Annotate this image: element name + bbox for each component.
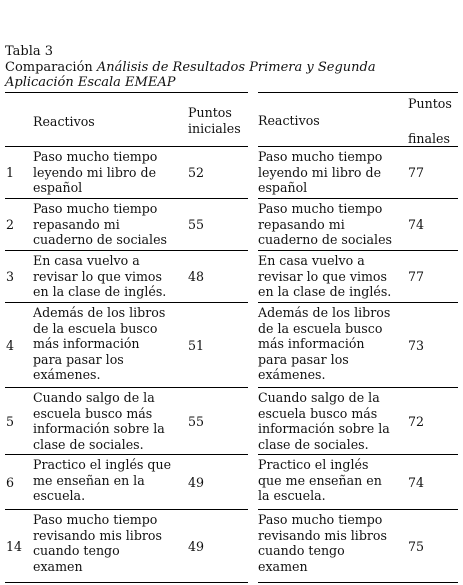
right-item-line: Cuando salgo de la xyxy=(258,390,380,405)
right-item-line: leyendo mi libro de xyxy=(258,164,382,180)
right-item-line: Paso mucho tiempo xyxy=(258,201,383,216)
row-rule-left xyxy=(5,198,248,199)
left-item-line: Paso mucho tiempo xyxy=(33,201,158,216)
left-item-text xyxy=(33,390,183,452)
right-item-line: revisando mis libros xyxy=(258,527,387,543)
row-rule-right xyxy=(258,302,458,303)
left-item-line: En casa vuelvo a xyxy=(33,253,140,268)
row-rule-right xyxy=(258,387,458,388)
right-item-line: cuaderno de sociales xyxy=(258,232,392,247)
right-item-line: en la clase de inglés. xyxy=(258,284,392,299)
initial-score: 49 xyxy=(188,474,205,490)
right-item-line: repasando mi xyxy=(258,216,345,232)
header-right-score-2: finales xyxy=(408,131,450,146)
row-rule-right xyxy=(258,509,458,510)
left-item-line: Cuando salgo de la xyxy=(33,390,155,405)
initial-score: 49 xyxy=(188,538,205,554)
left-item-line: español xyxy=(33,180,83,195)
initial-score: 55 xyxy=(188,413,205,429)
initial-score: 48 xyxy=(188,269,205,285)
right-item-text xyxy=(258,201,408,248)
header-right-item: Reactivos xyxy=(258,113,320,128)
row-number: 3 xyxy=(6,269,15,285)
right-item-line: revisar lo que vimos xyxy=(258,268,387,284)
right-item-line: Además de los libros xyxy=(258,305,391,320)
top-rule-right xyxy=(258,92,458,93)
final-score: 77 xyxy=(408,269,425,285)
row-rule-left xyxy=(5,302,248,303)
initial-score: 55 xyxy=(188,217,205,233)
row-number: 5 xyxy=(6,413,15,429)
left-item-line: información sobre la xyxy=(33,421,165,436)
right-item-line: Paso mucho tiempo xyxy=(258,149,383,164)
right-item-line: exámenes. xyxy=(258,367,326,382)
final-score: 75 xyxy=(408,538,425,554)
left-item-line: leyendo mi libro de xyxy=(33,164,157,180)
row-rule-left xyxy=(5,509,248,510)
row-rule-right xyxy=(258,582,458,583)
row-rule-right xyxy=(258,198,458,199)
header-left-score-2: iniciales xyxy=(188,121,241,136)
right-item-text xyxy=(258,149,408,196)
right-item-line: que me enseñan en xyxy=(258,472,382,488)
left-item-line: escuela busco más xyxy=(33,405,153,421)
right-item-line: clase de sociales. xyxy=(258,436,369,452)
top-rule-left xyxy=(5,92,248,93)
caption-title: Análisis de Resultados Primera y Segunda xyxy=(96,59,376,75)
initial-score: 51 xyxy=(188,337,205,353)
right-item-line: la escuela. xyxy=(258,488,326,503)
right-item-line: información sobre la xyxy=(258,421,390,436)
initial-score: 52 xyxy=(188,165,205,181)
row-rule-left xyxy=(5,582,248,583)
left-item-line: más información xyxy=(33,336,140,351)
left-item-line: me enseñan en la xyxy=(33,472,145,488)
right-item-line: En casa vuelvo a xyxy=(258,253,365,268)
row-rule-right xyxy=(258,250,458,251)
left-item-line: examen xyxy=(33,558,83,574)
left-item-line: escuela. xyxy=(33,488,86,503)
header-right-score-1: Puntos xyxy=(408,96,452,111)
header-rule-left xyxy=(5,146,248,147)
right-item-line: Paso mucho tiempo xyxy=(258,512,383,527)
left-item-text xyxy=(33,512,183,574)
left-item-text xyxy=(33,253,183,300)
left-item-line: Además de los libros xyxy=(33,305,166,320)
header-left-score-1: Puntos xyxy=(188,105,232,120)
right-item-line: Practico el inglés xyxy=(258,457,369,472)
left-item-line: cuando tengo xyxy=(33,543,120,558)
left-item-text xyxy=(33,457,183,504)
left-item-line: clase de sociales. xyxy=(33,436,144,452)
right-item-line: escuela busco más xyxy=(258,405,378,421)
left-item-line: revisar lo que vimos xyxy=(33,268,162,284)
final-score: 72 xyxy=(408,413,425,429)
row-rule-left xyxy=(5,250,248,251)
left-item-line: de la escuela busco xyxy=(33,320,158,336)
row-number: 14 xyxy=(6,538,23,554)
row-number: 1 xyxy=(6,165,15,181)
right-item-text xyxy=(258,253,408,300)
row-rule-left xyxy=(5,454,248,455)
left-item-line: Practico el inglés que xyxy=(33,457,172,472)
left-item-line: exámenes. xyxy=(33,367,101,382)
right-item-line: español xyxy=(258,180,308,195)
right-item-text xyxy=(258,305,408,383)
row-rule-left xyxy=(5,387,248,388)
caption-block xyxy=(5,44,376,91)
table-label: Tabla 3 xyxy=(5,44,54,59)
right-item-line: más información xyxy=(258,336,365,351)
left-item-line: Paso mucho tiempo xyxy=(33,512,158,527)
row-number: 6 xyxy=(6,474,15,490)
table-title-line-1 xyxy=(5,60,376,76)
final-score: 77 xyxy=(408,165,425,181)
final-score: 74 xyxy=(408,474,425,490)
left-item-line: cuaderno de sociales xyxy=(33,232,167,247)
caption-prefix: Comparación xyxy=(5,59,97,75)
left-item-line: Paso mucho tiempo xyxy=(33,149,158,164)
right-item-text xyxy=(258,512,408,574)
final-score: 74 xyxy=(408,217,425,233)
header-rule-right xyxy=(258,146,458,147)
left-item-text xyxy=(33,149,183,196)
left-item-line: para pasar los xyxy=(33,351,124,367)
left-item-line: en la clase de inglés. xyxy=(33,284,167,299)
right-item-line: cuando tengo xyxy=(258,543,345,558)
row-number: 2 xyxy=(6,217,15,233)
left-item-text xyxy=(33,305,183,383)
right-item-line: de la escuela busco xyxy=(258,320,383,336)
row-rule-right xyxy=(258,454,458,455)
left-item-line: repasando mi xyxy=(33,216,120,232)
left-item-line: revisando mis libros xyxy=(33,527,162,543)
right-item-text xyxy=(258,457,408,504)
table-title-line-2: Aplicación Escala EMEAP xyxy=(5,75,176,90)
row-number: 4 xyxy=(6,337,15,353)
right-item-text xyxy=(258,390,408,452)
final-score: 73 xyxy=(408,337,425,353)
header-left-item: Reactivos xyxy=(33,114,95,129)
left-item-text xyxy=(33,201,183,248)
right-item-line: examen xyxy=(258,558,308,574)
right-item-line: para pasar los xyxy=(258,351,349,367)
